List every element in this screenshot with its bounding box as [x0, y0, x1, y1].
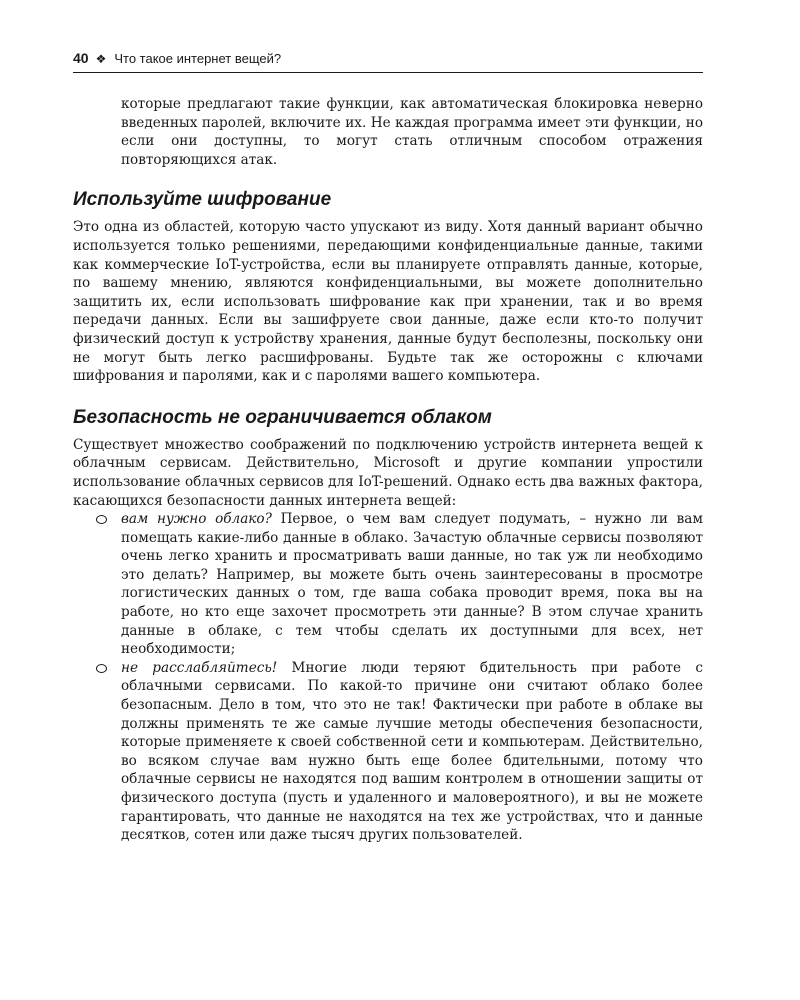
- section-heading-encryption: Используйте шифрование: [73, 189, 332, 211]
- encryption-paragraph: Это одна из областей, которую часто упускают из виду. Хотя данный вариант обычно используется только решениями, передающими конфиденциальные данные, такими как коммерческие IoT-устройства, если вы планируете отправлять данные, которые, по вашему мнению, являются конфиденциальными, вы можете дополнительно защитить их, если использовать шифрование как при хранении, так и во время передачи данных. Если вы зашифруете свои данные, даже если кто-то получит физический доступ к устройству хранения, данные будут бесполезны, поскольку они не могут быть легко расшифрованы. Будьте так же осторожны с ключами шифрования и паролями, как и с паролями вашего компьютера.: [73, 219, 703, 385]
- book-page: [73, 50, 703, 845]
- running-header: [73, 50, 703, 73]
- bullet-text: Многие люди теряют бдительность при работе с облачными сервисами. По какой-то причине они считают облако более безопасным. Дело в том, что это не так! Фактически при работе в облаке вы должны применять те же самые лучшие методы обеспечения безопасности, которые применяете к своей собственной сети и компьютерам. Действительно, во всяком случае вам нужно быть еще более бдительными, потому что облачные сервисы не находятся под вашим контролем в отношении защиты от физического доступа (пусть и удаленного и маловероятного), и вы не можете гарантировать, что данные не находятся на тех же устройствах, что и данные десятков, сотен или даже тысяч других пользователей.: [121, 659, 703, 844]
- list-item: [73, 510, 703, 659]
- bullet-term: не расслабляйтесь!: [121, 659, 278, 676]
- cloud-security-paragraph: Существует множество соображений по подключению устройств интернета вещей к облачным сервисам. Действительно, Microsoft и другие компании упростили использование облачных сервисов для IoT-решений. Однако есть два важных фактора, касающихся безопасности данных интернета вещей:: [73, 436, 703, 509]
- page-number: 40: [73, 50, 89, 66]
- bullet-list: [73, 510, 703, 845]
- circle-bullet-icon: [96, 664, 107, 673]
- bullet-term: вам нужно облако?: [121, 511, 272, 528]
- section-heading-cloud-security: Безопасность не ограничивается облаком: [73, 406, 492, 428]
- diamond-ornament-icon: ❖: [95, 52, 107, 66]
- list-item: [73, 659, 703, 845]
- bullet-text: Первое, о чем вам следует подумать, – нужно ли вам помещать какие-либо данные в облако. Зачастую облачные сервисы позволяют очень легко хранить и просматривать ваши данные, но так уж ли необходимо это делать? Например, вы можете быть очень заинтересованы в просмотре логистических данных о том, где ваша собака проводит время, пока вы на работе, но кто еще захочет просмотреть эти данные? В этом случае хранить данные в облаке, с тем чтобы сделать их доступными для всех, нет необходимости;: [121, 511, 703, 658]
- chapter-title: Что такое интернет вещей?: [114, 51, 282, 66]
- circle-bullet-icon: [96, 515, 107, 524]
- intro-paragraph: которые предлагают такие функции, как автоматическая блокировка неверно введенных паролей, включите их. Не каждая программа имеет эти функции, но если они доступны, то могут стать отличным способом отражения повторяющихся атак.: [121, 96, 703, 168]
